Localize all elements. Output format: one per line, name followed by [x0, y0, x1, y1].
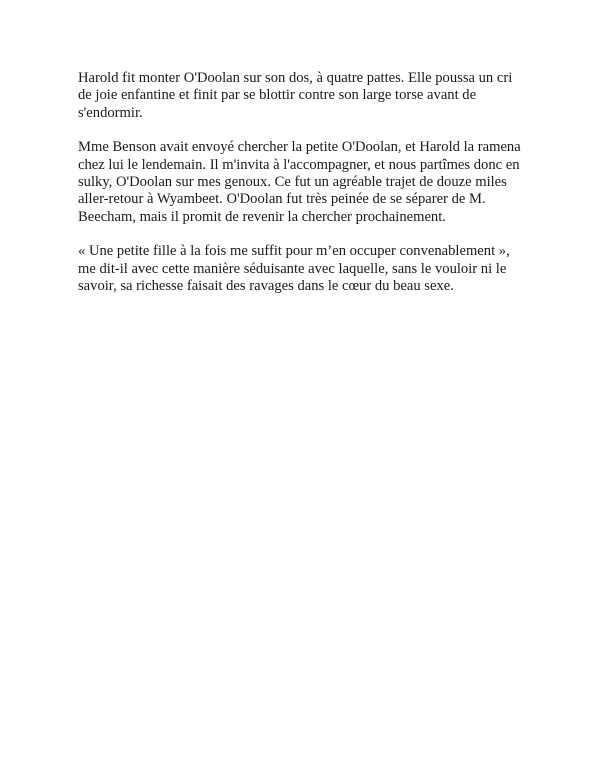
paragraph-line: Mme Benson avait envoyé chercher la petite O'Doolan, et Harold la ramena: [78, 139, 521, 156]
paragraph-3: [78, 243, 548, 295]
paragraph-line: de joie enfantine et finit par se blottir contre son large torse avant de: [78, 87, 477, 104]
paragraph-2: [78, 139, 548, 226]
paragraph-line: Beecham, mais il promit de revenir la chercher prochainement.: [78, 208, 446, 225]
paragraph-1: [78, 70, 548, 122]
paragraph-line: chez lui le lendemain. Il m'invita à l'accompagner, et nous partîmes donc en: [78, 156, 520, 173]
paragraph-line: savoir, sa richesse faisait des ravages dans le cœur du beau sexe.: [78, 278, 454, 295]
document-body: [78, 70, 548, 312]
paragraph-line: aller-retour à Wyambeet. O'Doolan fut très peinée de se séparer de M.: [78, 191, 486, 208]
paragraph-line: « Une petite fille à la fois me suffit pour m’en occuper convenablement »,: [78, 243, 510, 260]
paragraph-line: sulky, O'Doolan sur mes genoux. Ce fut un agréable trajet de douze miles: [78, 174, 507, 191]
paragraph-line: me dit-il avec cette manière séduisante avec laquelle, sans le vouloir ni le: [78, 260, 507, 277]
paragraph-line: Harold fit monter O'Doolan sur son dos, à quatre pattes. Elle poussa un cri: [78, 70, 513, 86]
paragraph-line: s'endormir.: [78, 104, 143, 121]
